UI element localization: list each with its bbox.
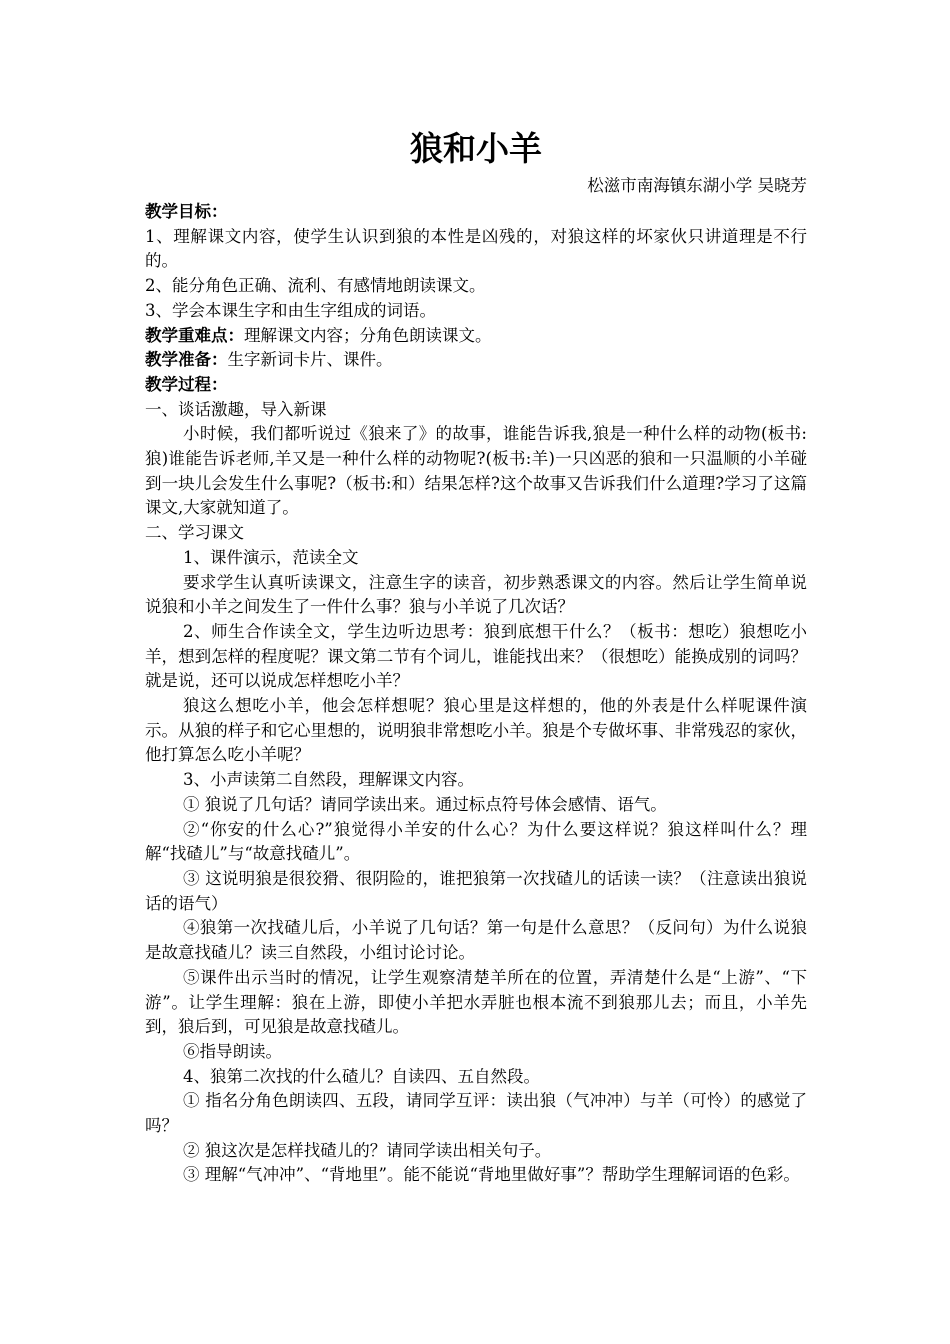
body-paragraph: 3、小声读第二自然段，理解课文内容。 xyxy=(183,770,474,790)
intro-paragraph: 小时候，我们都听说过《狼来了》的故事，谁能告诉我,狼是一种什么样的动物(板书:狼)谁能告诉老师,羊又是一种什么样的动物呢?(板书:羊)一只凶恶的狼和一只温顺的小羊碰到一块儿会发生什么事呢?（板书:和）结果怎样?这个故事又告诉我们什么道理?学习了这篇课文,大家就知道了。 xyxy=(145,424,807,518)
section-heading: 一、谈话激趣，导入新课 xyxy=(145,399,327,419)
preparation-text: 生字新词卡片、课件。 xyxy=(227,350,393,370)
objectives-heading: 教学目标： xyxy=(145,202,228,221)
body-paragraph: 4、狼第二次找的什么碴儿？自读四、五自然段。 xyxy=(183,1066,540,1086)
body-paragraph: 狼这么想吃小羊，他会怎样想呢？狼心里是这样想的，他的外表是什么样呢课件演示。从狼的样子和它心里想的，说明狼非常想吃小羊。狼是个专做坏事、非常残忍的家伙，他打算怎么吃小羊呢？ xyxy=(145,696,807,765)
objective-item: 2、能分角色正确、流利、有感情地朗读课文。 xyxy=(145,276,486,296)
preparation-label: 教学准备： xyxy=(145,350,228,370)
objective-item: 1、理解课文内容，使学生认识到狼的本性是凶残的，对狼这样的坏家伙只讲道理是不行的。 xyxy=(145,226,807,271)
key-points-text: 理解课文内容；分角色朗读课文。 xyxy=(244,325,492,345)
body-paragraph: ⑤课件出示当时的情况，让学生观察清楚羊所在的位置，弄清楚什么是“上游”、“下游”。让学生理解：狼在上游，即使小羊把水弄脏也根本流不到狼那儿去；而且，小羊先到，狼后到，可见狼是故意找碴儿。 xyxy=(145,967,807,1037)
body-paragraph: 要求学生认真听读课文，注意生字的读音，初步熟悉课文的内容。然后让学生简单说说狼和小羊之间发生了一件什么事？狼与小羊说了几次话？ xyxy=(145,572,807,617)
body-paragraph: 1、课件演示，范读全文 xyxy=(183,547,359,567)
document-title: 狼和小羊 xyxy=(410,129,542,168)
body-paragraph: ④狼第一次找碴儿后，小羊说了几句话？第一句是什么意思？（反问句）为什么说狼是故意找碴儿？读三自然段，小组讨论讨论。 xyxy=(145,918,807,963)
body-paragraph: ②“你安的什么心?”狼觉得小羊安的什么心？为什么要这样说？狼这样叫什么？理解“找碴儿”与“故意找碴儿”。 xyxy=(145,819,807,864)
author-line: 松滋市南海镇东湖小学 吴晓芳 xyxy=(587,176,807,195)
key-points xyxy=(145,324,807,349)
process-heading: 教学过程： xyxy=(145,374,228,394)
body-paragraph: ② 狼这次是怎样找碴儿的？请同学读出相关句子。 xyxy=(183,1140,552,1160)
preparation xyxy=(145,348,807,373)
document-page xyxy=(145,126,807,1188)
body-paragraph: ① 狼说了几句话？请同学读出来。通过标点符号体会感情、语气。 xyxy=(183,794,667,814)
body-paragraph: 2、师生合作读全文，学生边听边思考：狼到底想干什么？（板书：想吃）狼想吃小羊，想到怎样的程度呢？课文第二节有个词儿，谁能找出来？（很想吃）能换成别的词吗？就是说，还可以说成怎样想吃小羊？ xyxy=(145,621,807,691)
body-paragraph: ① 指名分角色朗读四、五段，请同学互评：读出狼（气冲冲）与羊（可怜）的感觉了吗？ xyxy=(145,1091,807,1136)
objective-item: 3、学会本课生字和由生字组成的词语。 xyxy=(145,300,436,320)
key-points-label: 教学重难点： xyxy=(145,325,244,345)
body-paragraph: ③ 这说明狼是很狡猾、很阴险的，谁把狼第一次找碴儿的话读一读？（注意读出狼说话的语气） xyxy=(145,868,807,913)
body-paragraph: ③ 理解“气冲冲”、“背地里”。能不能说“背地里做好事”？帮助学生理解词语的色彩。 xyxy=(183,1165,800,1185)
section-heading: 二、学习课文 xyxy=(145,523,244,543)
body-paragraph: ⑥指导朗读。 xyxy=(183,1041,282,1061)
